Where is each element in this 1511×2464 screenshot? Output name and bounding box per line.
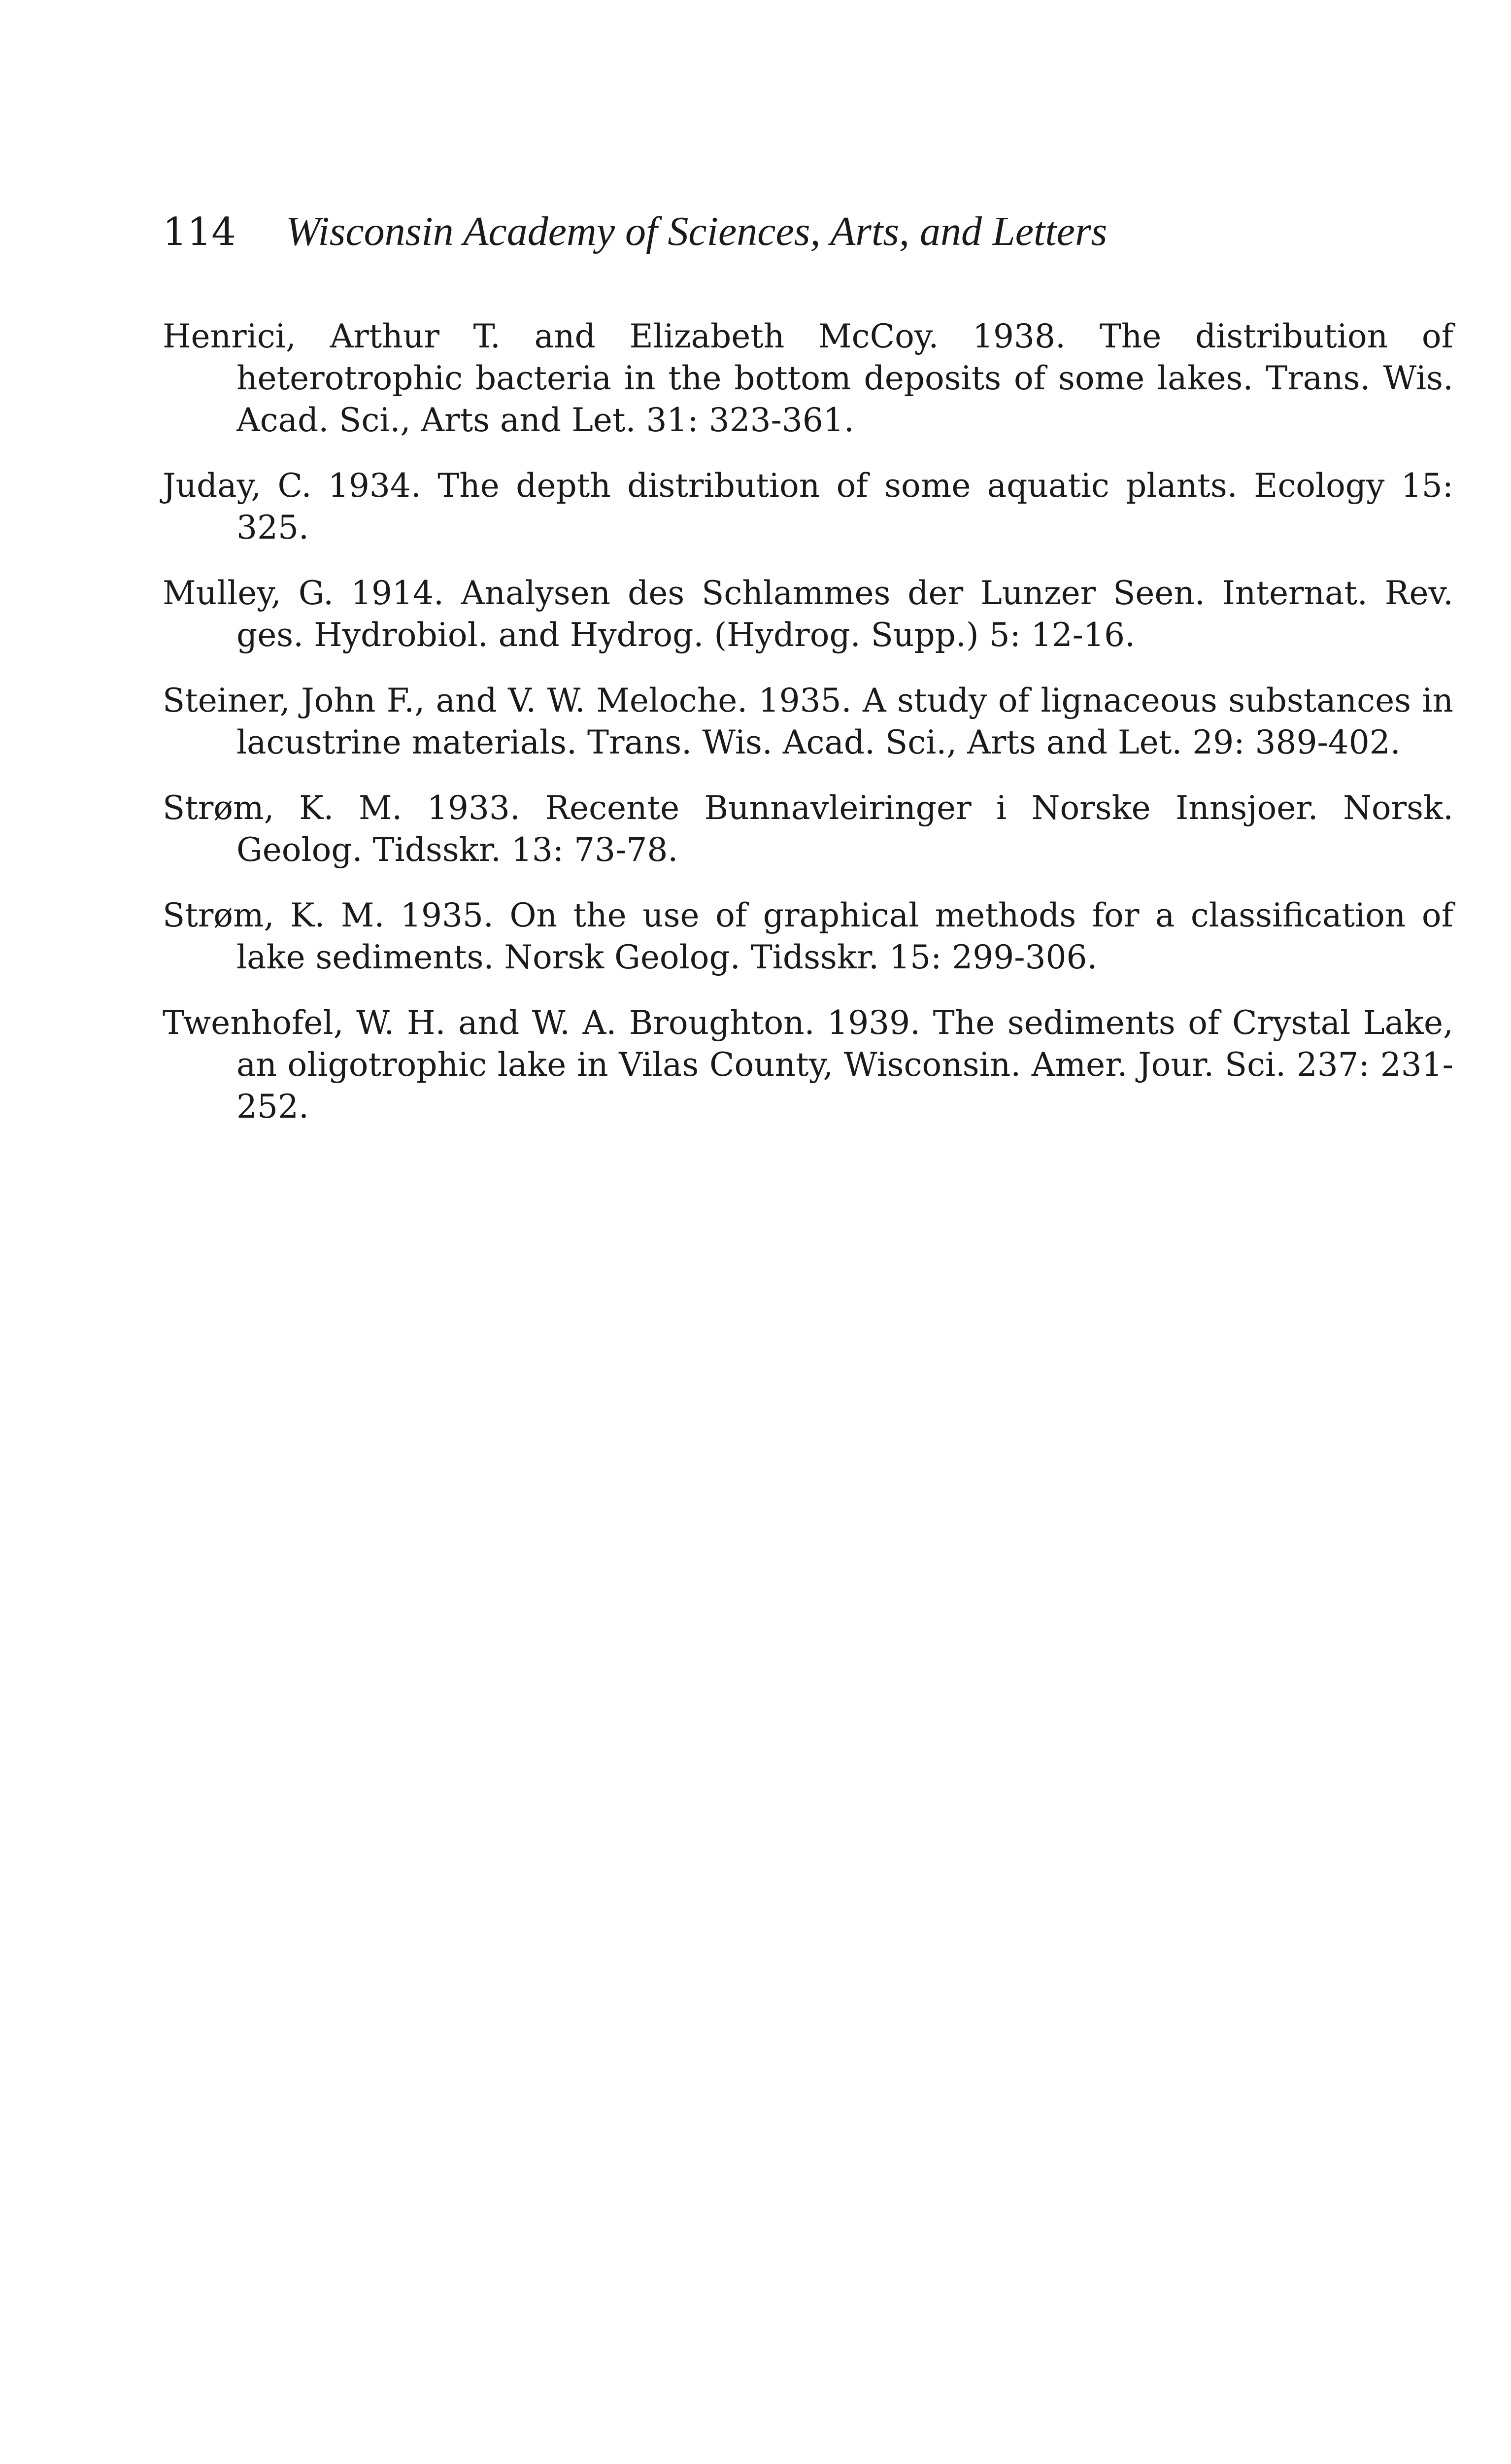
reference-entry: Strøm, K. M. 1935. On the use of graphical methods for a classification of lake sediments. Norsk Geolog. Tidsskr. 15: 299-306. — [163, 896, 1453, 976]
reference-entry: Juday, C. 1934. The depth distribution of some aquatic plants. Ecology 15: 325. — [163, 467, 1453, 547]
reference-entry: Mulley, G. 1914. Analysen des Schlammes der Lunzer Seen. Internat. Rev. ges. Hydrobiol. and Hydrog. (Hydrog. Supp.) 5: 12-16. — [163, 574, 1453, 654]
reference-entry: Strøm, K. M. 1933. Recente Bunnavleiringer i Norske Innsjoer. Norsk. Geolog. Tidsskr. 13: 73-78. — [163, 789, 1453, 869]
reference-entry: Twenhofel, W. H. and W. A. Broughton. 1939. The sediments of Crystal Lake, an oligotrophic lake in Vilas County, Wisconsin. Amer. Jour. Sci. 237: 231-252. — [163, 1004, 1453, 1126]
reference-entry: Henrici, Arthur T. and Elizabeth McCoy. 1938. The distribution of heterotrophic bacteria in the bottom deposits of some lakes. Trans. Wis. Acad. Sci., Arts and Let. 31: 323-361. — [163, 317, 1453, 439]
reference-entry: Steiner, John F., and V. W. Meloche. 1935. A study of lignaceous substances in lacustrine materials. Trans. Wis. Acad. Sci., Arts and Let. 29: 389-402. — [163, 682, 1453, 761]
reference-list — [163, 315, 1453, 1151]
page-number: 114 — [163, 210, 236, 254]
running-head — [163, 207, 1315, 257]
journal-title: Wisconsin Academy of Sciences, Arts, and Letters — [286, 208, 1108, 254]
